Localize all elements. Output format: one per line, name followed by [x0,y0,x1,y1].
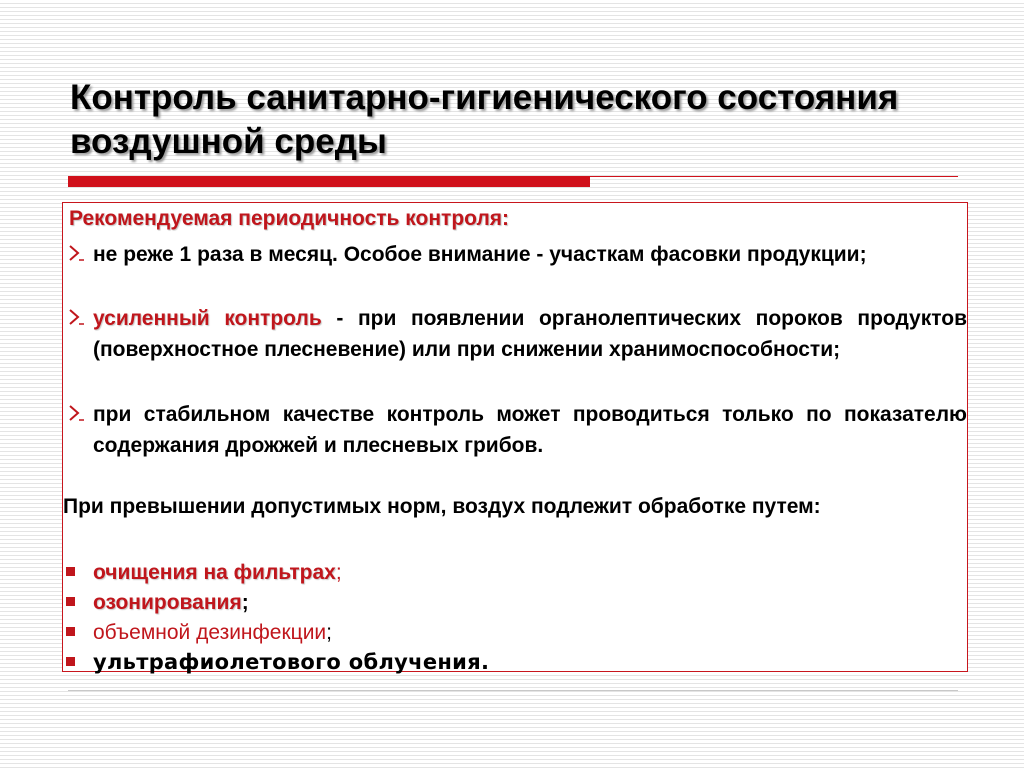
method-text [93,557,967,588]
chevron-right-icon [66,305,86,329]
method-suffix: ; [326,621,332,644]
highlight-text: усиленный контроль [93,307,322,330]
square-bullet-icon [66,627,75,636]
method-label: объемной дезинфекции [93,621,327,644]
method-text [93,617,967,648]
list-item-text: не реже 1 раза в месяц. Особое внимание - участкам фасовки продукции; [93,243,867,266]
method-text [93,587,967,618]
bottom-rule [68,690,958,691]
method-label: озонирования [93,591,242,614]
chevron-right-icon [66,401,86,425]
method-suffix: ; [241,591,249,614]
list-item-text: при стабильном качестве контроль может проводиться только по показателю содержания дрожжей и плесневых грибов. [93,403,967,457]
content-box [62,202,968,672]
chevron-right-icon [66,241,86,265]
title-underline-rule [590,176,958,177]
paragraph-text-span: При превышении допустимых норм, воздух подлежит обработке путем: [63,495,821,518]
method-suffix: ; [335,561,342,584]
paragraph-text [63,491,967,522]
square-bullet-icon [66,567,75,576]
method-label: очищения на фильтрах [93,561,336,584]
method-text: ультрафиолетового облучения. [93,650,490,674]
list-item-rest: - при появлении органолептических пороков продуктов (поверхностное плесневение) или при снижении хранимоспособности; [93,307,967,361]
section-heading: Рекомендуемая периодичность контроля: [69,207,510,230]
slide-title: Контроль санитарно-гигиенического состояния воздушной среды [70,78,899,161]
list-item-text [93,303,967,365]
square-bullet-icon [66,597,75,606]
square-bullet-icon [66,657,75,666]
title-underline-bar [68,176,590,187]
